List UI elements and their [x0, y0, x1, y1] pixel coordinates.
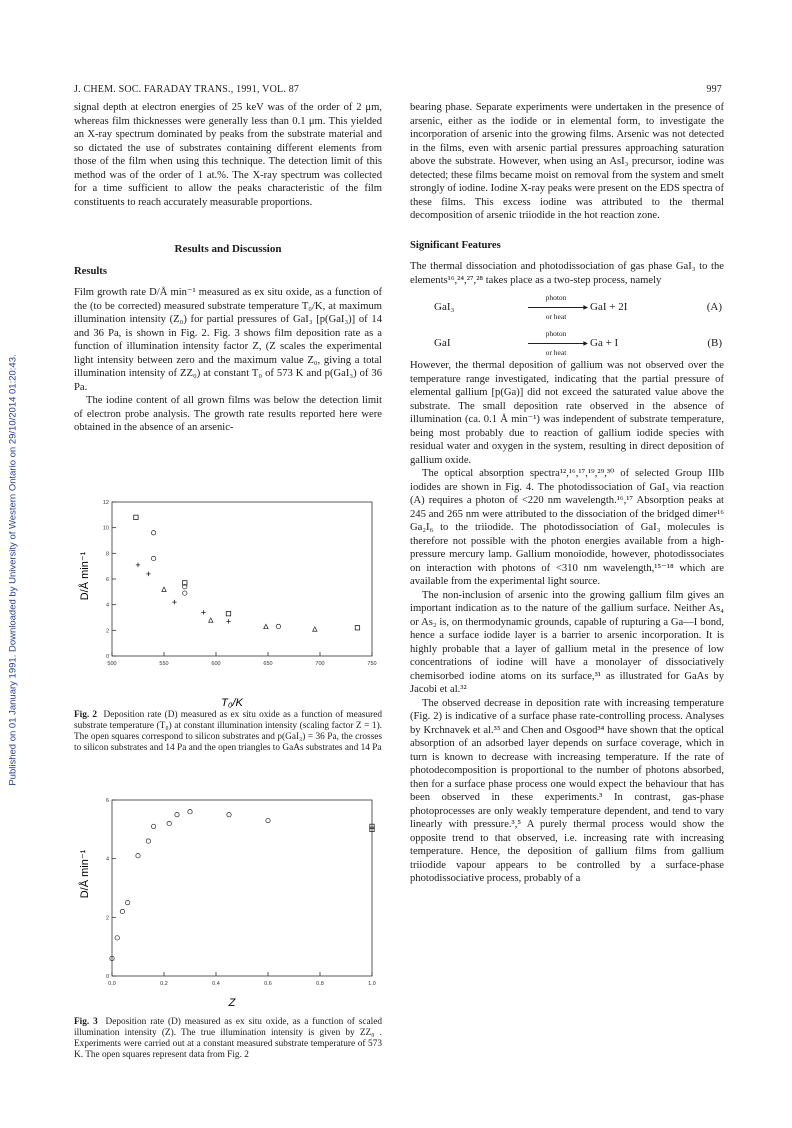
fig3-point-circle — [167, 821, 171, 825]
fig3-caption-text: Deposition rate (D) measured as ex situ oxide, as a function of scaled illumination intensity (Z). The true illumination intensity is given by ZZ₀ . Experiments were carried out at a constant measured substrate temperature of 573 K. The open squares represent data from Fig. 2 — [74, 1017, 382, 1060]
fig2-point-square — [226, 611, 230, 615]
page-number: 997 — [706, 84, 722, 95]
fig2-point-square — [134, 515, 138, 519]
fig2-x-tick-label: 750 — [367, 661, 377, 667]
fig3-point-circle — [120, 909, 124, 913]
fig2-y-tick-label: 10 — [102, 525, 109, 532]
equation-b-rhs: Ga + I — [590, 337, 619, 349]
fig2-y-tick-label: 12 — [102, 500, 109, 506]
equation-a-above: photon — [545, 293, 567, 302]
fig3-chart — [79, 794, 382, 1009]
fig3-caption-label: Fig. 3 — [74, 1017, 98, 1027]
fig2-point-triangle — [313, 627, 317, 631]
paragraph: The iodine content of all grown films was below the detection limit of electron probe analysis. The growth rate results reported here were obtained in the absence of an arsenic- — [74, 395, 382, 433]
paragraph: The thermal dissociation and photodissociation of gas phase GaI₃ to the elements¹⁶,²⁴,²⁷,²⁸ takes place as a two-step process, namely — [410, 261, 724, 286]
fig3-point-circle — [146, 839, 150, 843]
equation-a-tag: (A) — [706, 301, 722, 313]
fig3-y-tick-label: 0 — [105, 974, 109, 980]
fig2-x-axis-label: T₀/K — [221, 697, 243, 709]
fig3-x-tick-label: 0.6 — [264, 981, 272, 987]
fig2-point-triangle — [209, 618, 213, 622]
fig3-point-circle — [151, 824, 155, 828]
paragraph: However, the thermal deposition of gallium was not observed over the temperature range investigated, indicating that the partial pressure of elemental gallium [p(Ga)] did not exceed the saturated value above the substrate. The small deposition rate observed in the absence of illumination (ca. 0.1 Å min⁻¹) was independent of substrate temperature, being most probably due to reaction of gallium iodide species with residual water and oxygen in the system, resulting in direct deposition of gallium oxide. — [410, 360, 724, 466]
equation-b-below: or heat — [545, 347, 567, 357]
fig2-y-tick-label: 6 — [105, 577, 109, 583]
equation-b-lhs: GaI — [434, 337, 451, 349]
fig3-point-circle — [115, 936, 119, 940]
fig2-point-cross — [172, 600, 176, 604]
fig2-point-circle — [151, 531, 155, 535]
fig2-point-cross — [146, 572, 150, 576]
fig2-caption — [74, 710, 382, 754]
fig2-point-square — [355, 626, 359, 630]
equation-a-lhs: GaI₃ — [434, 301, 455, 313]
subsection-heading: Results — [74, 265, 107, 277]
left-column — [74, 101, 382, 435]
paragraph: bearing phase. Separate experiments were undertaken in the presence of arsenic, either as the iodide or in elemental form, to investigate the incorporation of arsenic into the growing films. Arsenic was not detected in the films, even with arsenic partial pressures approaching saturation above the substrate. However, when using an AsI₃ precursor, iodine was detected; these films became moist on removal from the system and smelt strongly of iodine. Iodine X-ray peaks were present on the EDS spectra of these films. This excess iodine was attributed to the thermal decomposition of arsenic triiodide in the hot reaction zone. — [410, 102, 724, 221]
section-heading: Results and Discussion — [174, 243, 282, 255]
equation-b-above: photon — [545, 329, 567, 338]
fig3-point-circle — [136, 854, 140, 858]
fig3-y-tick-label: 4 — [105, 856, 109, 863]
equation-a-below: or heat — [545, 311, 567, 321]
paragraph: The observed decrease in deposition rate with increasing temperature (Fig. 2) is indicative of a surface phase rate-controlling process. Analyses by Krchnavek et al.³³ and Chen and Osgood³⁴ have shown that the optical absorption of an adsorbed layer depends on surface coverage, which in turn is known to decrease with increasing temperature. If the rate of photodecomposition is proportional to the number of photons absorbed, then for a surface phase process one would expect the behaviour that has been observed in these experiments.³ In contrast, gas-phase photoprocesses are only weakly temperature dependent, and tend to vary linearly with pressure.³,⁵ A purely thermal process would show the opposite trend to that observed, i.e. increasing rate with increasing temperature. Hence, the deposition of gallium films from gallium triiodide vapour appears to be controlled by a surface-phase photodissociative process, probably of a — [410, 697, 724, 884]
paragraph: The optical absorption spectra¹²,¹⁶,¹⁷,¹⁹,²⁹,³⁰ of selected Group IIIb iodides are shown in Fig. 4. The photodissociation of GaI₃ via reaction (A) requires a photon of <220 nm wavelength.¹⁶,¹⁷ Absorption peaks at 245 and 265 nm were attributed to the dissociation of the bridged dimer¹⁶ Ga₂I₆ to the triiodide. The photodissociation of GaI₃ molecules is therefore not possible with the photon energies available from a high-pressure mercury lamp. Gallium monoiodide, however, photodissociates on interaction with photons of <310 nm wavelength,¹⁵⁻¹⁸ which are available from the experimental light source. — [410, 468, 724, 587]
reaction-arrow-icon — [528, 291, 584, 323]
fig3-x-tick-label: 1.0 — [368, 981, 376, 987]
paragraph: signal depth at electron energies of 25 keV was of the order of 2 μm, whereas film thicknesses were generally less than 0.1 μm. This yielded an X-ray spectrum dominated by peaks from the substrate material and so dictated the use of substrates containing different elements from those of the film when using this technique. The detection limit of this method was of the order of 1 at.%. The X-ray spectrum was collected for a time sufficient to allow the peaks characteristic of the film constituents to reach accurately measurable proportions. — [74, 102, 382, 208]
paragraph: Film growth rate D/Å min⁻¹ measured as ex situ oxide, as a function of the (to be corrected) measured substrate temperature T₀/K, at maximum illumination intensity (Z₀) for partial pressures of GaI₃ [p(GaI₃)] of 14 and 36 Pa, is shown in Fig. 2. Fig. 3 shows film deposition rate as a function of illumination intensity factor Z, (Z scales the experimental light intensity between zero and the maximum value Z₀, giving a total illumination intensity of ZZ₀) at constant T₀ of 573 K and p(GaI₃) of 36 Pa. — [74, 287, 382, 393]
fig3-point-circle — [175, 812, 179, 816]
fig2-x-tick-label: 650 — [263, 661, 273, 667]
fig3-x-tick-label: 0.0 — [108, 981, 116, 987]
fig3-x-tick-label: 0.2 — [160, 981, 168, 987]
right-column — [410, 101, 724, 886]
fig3-y-tick-label: 6 — [105, 798, 109, 804]
fig2-point-cross — [201, 610, 205, 614]
fig3-x-tick-label: 0.8 — [316, 981, 324, 987]
equation-a — [410, 287, 724, 323]
reaction-arrow-icon — [528, 327, 584, 359]
fig3-point-circle — [266, 818, 270, 822]
fig2-point-circle — [276, 624, 280, 628]
fig2-caption-label: Fig. 2 — [74, 710, 98, 720]
fig2-point-triangle — [162, 587, 166, 591]
fig3-plot-frame — [112, 800, 372, 976]
fig2-y-axis-label: D/Å min⁻¹ — [79, 551, 91, 601]
fig3-point-circle — [125, 900, 129, 904]
fig2-x-tick-label: 700 — [315, 661, 325, 667]
fig2-caption-text: Deposition rate (D) measured as ex situ oxide as a function of measured substrate temperature (T₀) at constant illumination intensity (scaling factor Z = 1). The open squares correspond to silicon substrates and p(GaI₃) = 36 Pa, the crosses to silicon substrates and 14 Pa and the open triangles to GaAs substrates and 14 Pa — [74, 710, 382, 753]
subsection-heading: Significant Features — [410, 239, 501, 251]
equation-a-rhs: GaI + 2I — [590, 301, 628, 313]
equation-b-tag: (B) — [707, 337, 722, 349]
fig3-x-axis-label: Z — [228, 997, 236, 1009]
fig3-point-circle — [227, 812, 231, 816]
fig2-x-tick-label: 600 — [211, 661, 221, 667]
fig3-point-circle — [188, 810, 192, 814]
fig2-point-circle — [183, 591, 187, 595]
fig2-y-tick-label: 4 — [105, 602, 109, 609]
fig3-y-axis-label: D/Å min⁻¹ — [79, 849, 91, 899]
fig2-x-tick-label: 550 — [159, 661, 169, 667]
download-watermark-text: Published on 01 January 1991. Downloaded by University of Western Ontario on 29/10/2014 01:20:43. — [7, 354, 19, 786]
fig2-plot-frame — [112, 502, 372, 656]
fig2-y-tick-label: 2 — [105, 628, 109, 635]
running-header: J. CHEM. SOC. FARADAY TRANS., 1991, VOL. 87 — [74, 84, 300, 95]
fig2-chart — [79, 494, 382, 709]
fig3-caption — [74, 1017, 382, 1061]
paragraph: The non-inclusion of arsenic into the growing gallium film gives an important indication as to the nature of the gallium surface. Neither As₄ or As₂ is, on thermodynamic grounds, capable of rupturing a Ga—I bond, hence a surface iodide layer is a barrier to arsenic incorporation. It is highly probable that a layer of gallium metal in the presence of low concentrations of iodine will have a monolayer of dissociatively chemisorbed iodine atoms on its surface,³¹ as illustrated for GaAs by Jacobi et al.³² — [410, 589, 724, 695]
fig2-point-cross — [136, 563, 140, 567]
download-watermark — [6, 140, 20, 1000]
fig2-y-tick-label: 8 — [105, 551, 109, 558]
equation-b — [410, 323, 724, 359]
fig2-point-triangle — [264, 624, 268, 628]
fig3-y-tick-label: 2 — [105, 915, 109, 922]
fig2-x-tick-label: 500 — [107, 661, 117, 667]
fig2-point-cross — [226, 619, 230, 623]
fig2-point-circle — [151, 556, 155, 560]
fig3-x-tick-label: 0.4 — [212, 981, 220, 987]
fig2-y-tick-label: 0 — [105, 654, 109, 660]
